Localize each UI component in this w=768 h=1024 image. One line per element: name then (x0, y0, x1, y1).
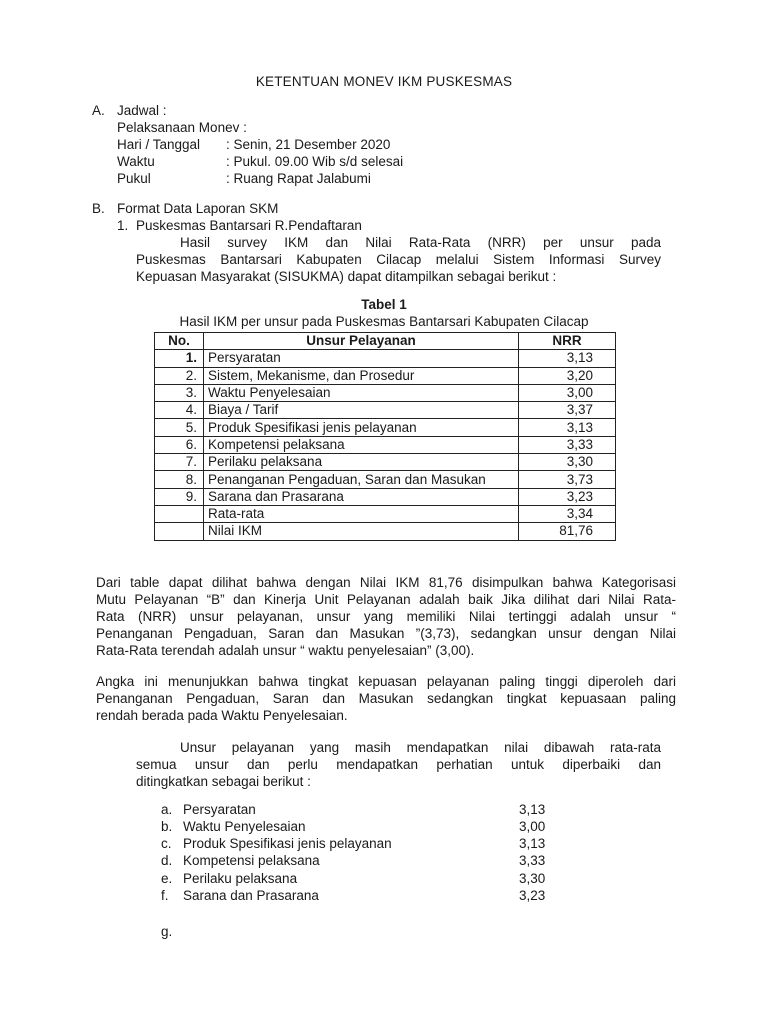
para3-line-2: semua unsur dan perlu mendapatkan perhatian untuk diperbaiki dan (136, 757, 661, 772)
cell-nrr: 3,73 (519, 471, 616, 488)
cell-nrr: 3,13 (519, 419, 616, 436)
cell-unsur: Produk Spesifikasi jenis pelayanan (204, 419, 519, 436)
document-title: KETENTUAN MONEV IKM PUSKESMAS (255, 74, 513, 89)
ikm-table (154, 332, 616, 541)
section-a-sub: Pelaksanaan Monev : (117, 120, 247, 135)
table-row (155, 488, 616, 505)
list-marker-c: c. (161, 836, 172, 851)
header-unsur: Unsur Pelayanan (204, 333, 519, 350)
cell-no: 6. (155, 436, 204, 453)
para1-line-2: Mutu Pelayanan “B” dan Kinerja Unit Pelayanan adalah baik Jika dilihat dari Nilai Rata- (96, 592, 676, 607)
list-label-b: Waktu Penyelesaian (183, 819, 306, 834)
item-1-marker: 1. (117, 218, 129, 233)
table-row (155, 384, 616, 401)
para1-line-1: Dari table dapat dilihat bahwa dengan Nilai IKM 81,76 disimpulkan bahwa Kategorisasi (96, 575, 676, 590)
schedule-label-place: Pukul (117, 171, 151, 186)
table-row-ikm (155, 523, 616, 540)
schedule-value-time: : Pukul. 09.00 Wib s/d selesai (226, 154, 404, 169)
table-row (155, 436, 616, 453)
header-nrr: NRR (519, 333, 616, 350)
cell-no: 5. (155, 419, 204, 436)
cell-no: 3. (155, 384, 204, 401)
list-marker-a: a. (161, 802, 173, 817)
list-value-b: 3,00 (519, 819, 546, 834)
cell-nrr: 3,13 (519, 350, 616, 367)
list-value-d: 3,33 (519, 853, 546, 868)
cell-nrr: 3,30 (519, 454, 616, 471)
para2-line-1: Angka ini menunjukkan bahwa tingkat kepuasan pelayanan paling tinggi diperoleh dari (96, 674, 676, 689)
list-value-c: 3,13 (519, 836, 546, 851)
para1-line-4: Penanganan Pengaduan, Saran dan Masukan ”(3,73), sedangkan unsur dengan Nilai (96, 626, 676, 641)
cell-unsur: Sistem, Mekanisme, dan Prosedur (204, 367, 519, 384)
para3-line-3: ditingkatkan sebagai berikut : (136, 774, 311, 789)
cell-unsur: Waktu Penyelesaian (204, 384, 519, 401)
cell-nrr: 3,37 (519, 402, 616, 419)
list-marker-b: b. (161, 819, 173, 834)
para3-line-1: Unsur pelayanan yang masih mendapatkan nilai dibawah rata-rata (180, 740, 661, 755)
section-b-marker: B. (92, 201, 105, 216)
list-label-d: Kompetensi pelaksana (183, 853, 320, 868)
cell-nrr: 3,23 (519, 488, 616, 505)
cell-unsur: Persyaratan (204, 350, 519, 367)
list-marker-f: f. (161, 888, 169, 903)
cell-unsur: Biaya / Tarif (204, 402, 519, 419)
cell-unsur: Rata-rata (204, 505, 519, 522)
table-row (155, 471, 616, 488)
table-row (155, 402, 616, 419)
cell-no (155, 505, 204, 522)
cell-nrr: 3,34 (519, 505, 616, 522)
schedule-label-day: Hari / Tanggal (117, 137, 201, 152)
table-header-row (155, 333, 616, 350)
item-1-title: Puskesmas Bantarsari R.Pendaftaran (136, 218, 362, 233)
para1-line-3: Rata (NRR) unsur pelayanan, unsur yang memiliki Nilai tertinggi adalah unsur “ (96, 609, 676, 624)
table-row-average (155, 505, 616, 522)
schedule-label-time: Waktu (117, 154, 155, 169)
cell-no: 2. (155, 367, 204, 384)
cell-nrr: 3,33 (519, 436, 616, 453)
list-value-e: 3,30 (519, 871, 546, 886)
cell-no (155, 523, 204, 540)
list-marker-e: e. (161, 871, 173, 886)
cell-no: 4. (155, 402, 204, 419)
table-subtitle: Hasil IKM per unsur pada Puskesmas Bantarsari Kabupaten Cilacap (179, 314, 589, 329)
cell-unsur: Perilaku pelaksana (204, 454, 519, 471)
para1-line-5: Rata-Rata terendah adalah unsur “ waktu penyelesaian” (3,00). (96, 643, 475, 658)
list-label-f: Sarana dan Prasarana (183, 888, 319, 903)
cell-unsur: Sarana dan Prasarana (204, 488, 519, 505)
table-row (155, 454, 616, 471)
table-row (155, 350, 616, 367)
section-a-marker: A. (92, 103, 105, 118)
list-marker-d: d. (161, 853, 173, 868)
cell-unsur: Nilai IKM (204, 523, 519, 540)
cell-nrr: 3,20 (519, 367, 616, 384)
list-label-e: Perilaku pelaksana (183, 871, 298, 886)
intro-line-1: Hasil survey IKM dan Nilai Rata-Rata (NRR) per unsur pada (180, 235, 661, 250)
table-row (155, 367, 616, 384)
cell-unsur: Kompetensi pelaksana (204, 436, 519, 453)
list-value-a: 3,13 (519, 802, 546, 817)
intro-line-2: Puskesmas Bantarsari Kabupaten Cilacap melalui Sistem Informasi Survey (136, 252, 661, 267)
list-marker-g: g. (161, 924, 173, 939)
para2-line-3: rendah berada pada Waktu Penyelesaian. (96, 708, 348, 723)
intro-line-3: Kepuasan Masyarakat (SISUKMA) dapat ditampilkan sebagai berikut : (136, 269, 557, 284)
table-caption: Tabel 1 (361, 297, 407, 312)
cell-nrr: 3,00 (519, 384, 616, 401)
header-no: No. (155, 333, 204, 350)
table-row (155, 419, 616, 436)
cell-no: 1. (155, 350, 204, 367)
schedule-value-day: : Senin, 21 Desember 2020 (226, 137, 391, 152)
cell-no: 9. (155, 488, 204, 505)
cell-nrr: 81,76 (519, 523, 616, 540)
para2-line-2: Penanganan Pengaduan, Saran dan Masukan sedangkan tingkat kepuasaan paling (96, 691, 676, 706)
section-a-heading: Jadwal : (117, 103, 167, 118)
list-label-a: Persyaratan (183, 802, 256, 817)
cell-no: 7. (155, 454, 204, 471)
section-b-heading: Format Data Laporan SKM (117, 201, 279, 216)
cell-unsur: Penanganan Pengaduan, Saran dan Masukan (204, 471, 519, 488)
schedule-value-place: : Ruang Rapat Jalabumi (226, 171, 371, 186)
list-value-f: 3,23 (519, 888, 546, 903)
cell-no: 8. (155, 471, 204, 488)
list-label-c: Produk Spesifikasi jenis pelayanan (183, 836, 392, 851)
